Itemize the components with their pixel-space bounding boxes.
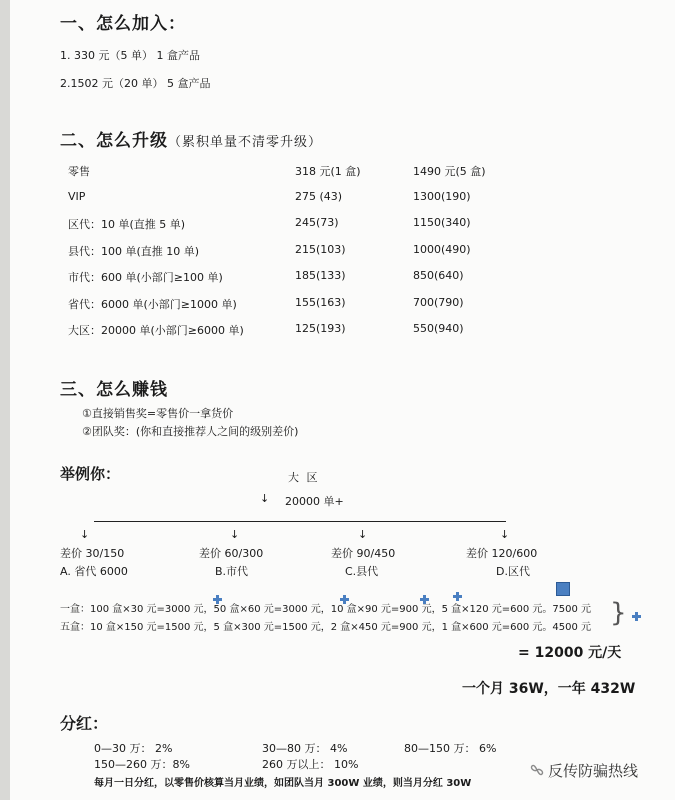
level-row-level: 县代：100 单(直推 10 单)	[68, 245, 200, 258]
level-row-level: 市代：600 单(小部门≥100 单)	[68, 271, 223, 284]
level-row-a: 215(103)	[295, 243, 346, 256]
branch-arrow-d: ↓	[500, 528, 510, 541]
branch-c-diff: 差价 90/450	[331, 547, 396, 560]
sum-brace: }	[610, 598, 627, 628]
calc-line-2: 五盒：10 盒×150 元=1500 元，5 盒×300 元=1500 元，2 盒×450 元=900 元，1 盒×600 元=600 元。4500 元	[60, 622, 592, 633]
section1-title: 一、怎么加入：	[60, 14, 186, 34]
branch-arrow-a: ↓	[80, 528, 90, 541]
section2-note: （累积单量不清零升级）	[168, 135, 323, 150]
daily-total: = 12000 元/天	[518, 645, 622, 661]
example-title: 举例你：	[60, 465, 121, 483]
dividend-tier-5: 260 万以上： 10%	[262, 758, 359, 771]
level-row-level: VIP	[68, 190, 86, 203]
level-row-b: 1490 元(5 盒)	[413, 165, 486, 178]
level-row-a: 155(163)	[295, 296, 346, 309]
monthly-yearly-total: 一个月 36W，一年 432W	[462, 681, 636, 697]
watermark-text: 反传防骗热线	[548, 762, 639, 780]
example-top-arrow: ↓	[260, 492, 270, 505]
level-row-level: 零售	[68, 165, 90, 178]
level-row-a: 318 元(1 盒)	[295, 165, 361, 178]
branch-arrow-c: ↓	[358, 528, 368, 541]
section3-item-1: ①直接销售奖=零售价一拿货价	[82, 407, 234, 420]
section1-item-1: 1. 330 元（5 单） 1 盒产品	[60, 49, 200, 62]
dividend-tier-2: 30—80 万： 4%	[262, 742, 348, 755]
branch-b-name: B.市代	[215, 565, 249, 578]
wechat-channel-icon	[530, 763, 544, 777]
section2-title-text: 二、怎么升级	[60, 131, 168, 151]
dividend-tier-3: 80—150 万： 6%	[404, 742, 497, 755]
level-row-b: 850(640)	[413, 269, 464, 282]
level-row-b: 1300(190)	[413, 190, 471, 203]
dividend-tier-1: 0—30 万： 2%	[94, 742, 173, 755]
branch-a-diff: 差价 30/150	[60, 547, 125, 560]
selection-handle-icon	[556, 582, 570, 596]
tree-horizontal-line	[94, 521, 506, 522]
dividend-title: 分红：	[60, 714, 109, 733]
section1-item-2: 2.1502 元（20 单） 5 盒产品	[60, 77, 211, 90]
level-row-level: 区代：10 单(直推 5 单)	[68, 218, 186, 231]
level-row-level: 省代：6000 单(小部门≥1000 单)	[68, 298, 237, 311]
dividend-tier-4: 150—260 万：8%	[94, 758, 190, 771]
section3-item-2: ②团队奖：(你和直接推荐人之间的级别差价)	[82, 425, 299, 438]
document-page	[10, 0, 675, 800]
level-row-a: 125(193)	[295, 322, 346, 335]
calc-line-1: 一盒：100 盒×30 元=3000 元，50 盒×60 元=3000 元，10 盒×90 元=900 元，5 盒×120 元=600 元。7500 元	[60, 604, 592, 615]
branch-c-name: C.县代	[345, 565, 379, 578]
branch-b-diff: 差价 60/300	[199, 547, 264, 560]
plus-mark-icon	[632, 612, 641, 621]
example-top-label: 大 区	[288, 471, 320, 484]
branch-a-name: A. 省代 6000	[60, 565, 128, 578]
dividend-rule: 每月一日分红，以零售价核算当月业绩，如团队当月 300W 业绩，则当月分红 30W	[94, 778, 472, 789]
section2-title	[60, 126, 322, 151]
level-row-b: 700(790)	[413, 296, 464, 309]
branch-d-diff: 差价 120/600	[466, 547, 538, 560]
branch-d-name: D.区代	[496, 565, 530, 578]
level-row-b: 1000(490)	[413, 243, 471, 256]
level-row-a: 275 (43)	[295, 190, 343, 203]
section3-title: 三、怎么赚钱	[60, 380, 168, 400]
level-row-level: 大区：20000 单(小部门≥6000 单)	[68, 324, 244, 337]
scan-edge	[0, 0, 10, 800]
example-top-value: 20000 单+	[285, 495, 344, 508]
branch-arrow-b: ↓	[230, 528, 240, 541]
level-row-a: 245(73)	[295, 216, 339, 229]
level-row-a: 185(133)	[295, 269, 346, 282]
level-row-b: 550(940)	[413, 322, 464, 335]
level-row-b: 1150(340)	[413, 216, 471, 229]
